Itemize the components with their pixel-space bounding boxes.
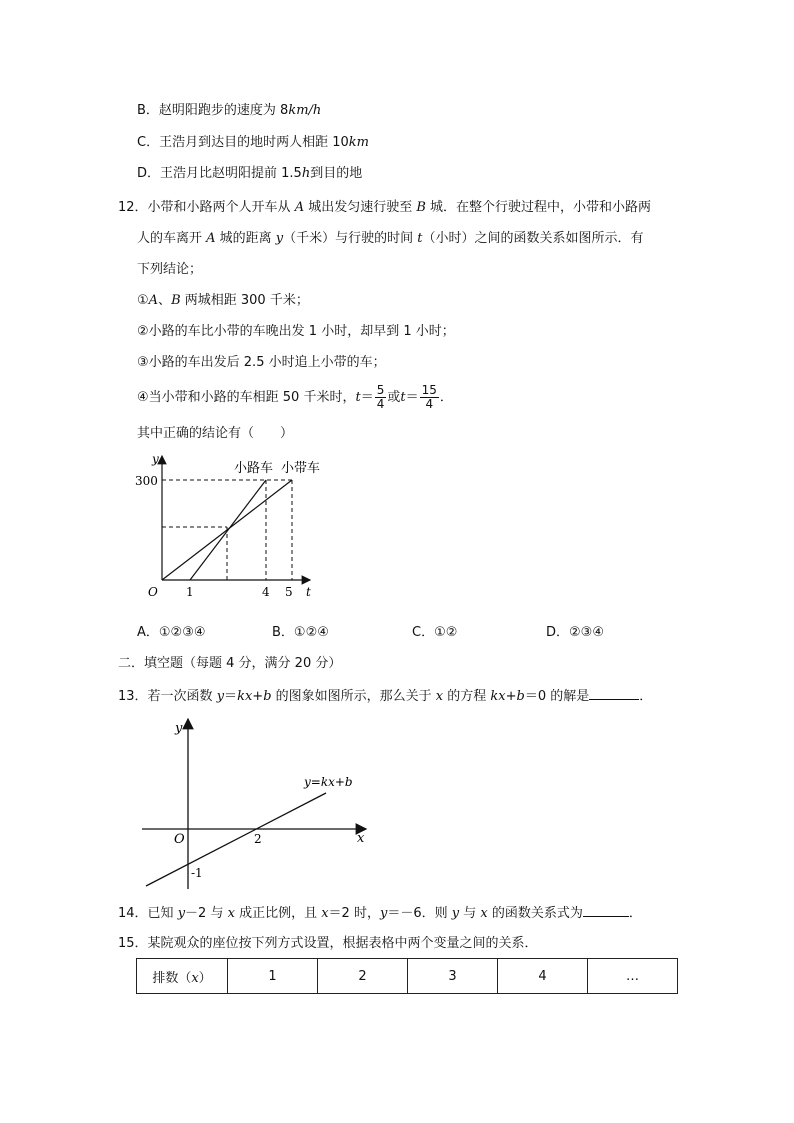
fraction-5-4: $\frac{5}{4}$ [376, 383, 385, 411]
origin-label: O [174, 832, 185, 847]
function-line [146, 793, 326, 886]
q14-stem: 14．已知 y－2 与 x 成正比例，且 x＝2 时，y＝－6．则 y 与 x 的函数关系式为 ． [118, 906, 642, 921]
q13-stem: 13．若一次函数 y＝kx+b 的图象如图所示，那么关于 x 的方程 kx+b＝0 的解是 ． [118, 689, 653, 704]
y-axis-label: y [175, 721, 183, 736]
fraction-15-4: $\frac{15}{4}$ [421, 383, 437, 411]
table-header-cell: 排数（x） [137, 959, 228, 994]
q12-conclusion-1: ①A、B 两城相距 300 千米； [137, 293, 309, 308]
q15-stem: 15．某院观众的座位按下列方式设置，根据表格中两个变量之间的关系． [118, 936, 538, 951]
x-tick-5: 5 [285, 585, 293, 599]
q12-stem-line3: 下列结论； [137, 262, 203, 277]
table-cell: 2 [318, 959, 408, 994]
q12-option-d: D．②③④ [546, 625, 604, 640]
y-tick-300: 300 [135, 474, 158, 488]
q11-option-d [137, 165, 362, 183]
q11-option-c [137, 134, 369, 152]
section-title: 二．填空题（每题 4 分，满分 20 分） [118, 656, 342, 671]
q12-conclusion-2: ②小路的车比小带的车晚出发 1 小时，却早到 1 小时； [137, 324, 455, 339]
table-cell: 3 [408, 959, 498, 994]
q12-option-a: A．①②③④ [137, 625, 206, 640]
unit: h [301, 166, 311, 181]
x-axis-label: t [306, 585, 311, 599]
table-cell: … [588, 959, 678, 994]
q12-option-b: B．①②④ [272, 625, 329, 640]
unit: km/h [288, 103, 322, 118]
origin-label: O [148, 585, 158, 599]
line-label: y=kx+b [304, 775, 353, 789]
q11-option-b [137, 102, 321, 120]
xiaolu-line [190, 480, 266, 580]
q12-graph [130, 450, 330, 600]
option-text: D．王浩月比赵明阳提前 1.5 [137, 166, 302, 181]
x-tick-1: 1 [186, 585, 194, 599]
option-text: C．王浩月到达目的地时两人相距 10 [137, 135, 349, 150]
q12-stem-line1: 12．小带和小路两个人开车从 A 城出发匀速行驶至 B 城．在整个行驶过程中，小带和小路两 [118, 200, 652, 215]
q12-conclusion-3: ③小路的车出发后 2.5 小时追上小带的车； [137, 355, 386, 370]
x-axis-label: x [357, 831, 365, 846]
y-axis-label: y [152, 452, 159, 466]
q12-conclusion-4: ④当小带和小路的车相距 50 千米时，t＝ $\frac{5}{4}$ 或t＝ $\frac{15}{4}$ ． [137, 383, 453, 411]
q12-ask: 其中正确的结论有（ ） [137, 426, 294, 441]
label-xiaolu: 小路车 [234, 461, 274, 476]
q15-table [136, 958, 678, 994]
q13-graph [140, 713, 370, 893]
answer-blank[interactable] [589, 687, 639, 700]
label-xiaodai: 小带车 [281, 461, 321, 476]
x-tick-2: 2 [254, 832, 262, 846]
answer-blank[interactable] [583, 904, 629, 917]
unit: km [348, 135, 369, 150]
q12-option-c: C．①② [412, 625, 458, 640]
table-cell: 1 [228, 959, 318, 994]
y-tick-minus1: -1 [191, 866, 203, 880]
option-text: 到目的地 [310, 166, 363, 181]
q12-stem-line2: 人的车离开 A 城的距离 y（千米）与行驶的时间 t（小时）之间的函数关系如图所示．有 [137, 231, 644, 246]
option-text: B．赵明阳跑步的速度为 8 [137, 103, 289, 118]
table-cell: 4 [498, 959, 588, 994]
table-row [137, 959, 678, 994]
x-tick-4: 4 [262, 585, 270, 599]
